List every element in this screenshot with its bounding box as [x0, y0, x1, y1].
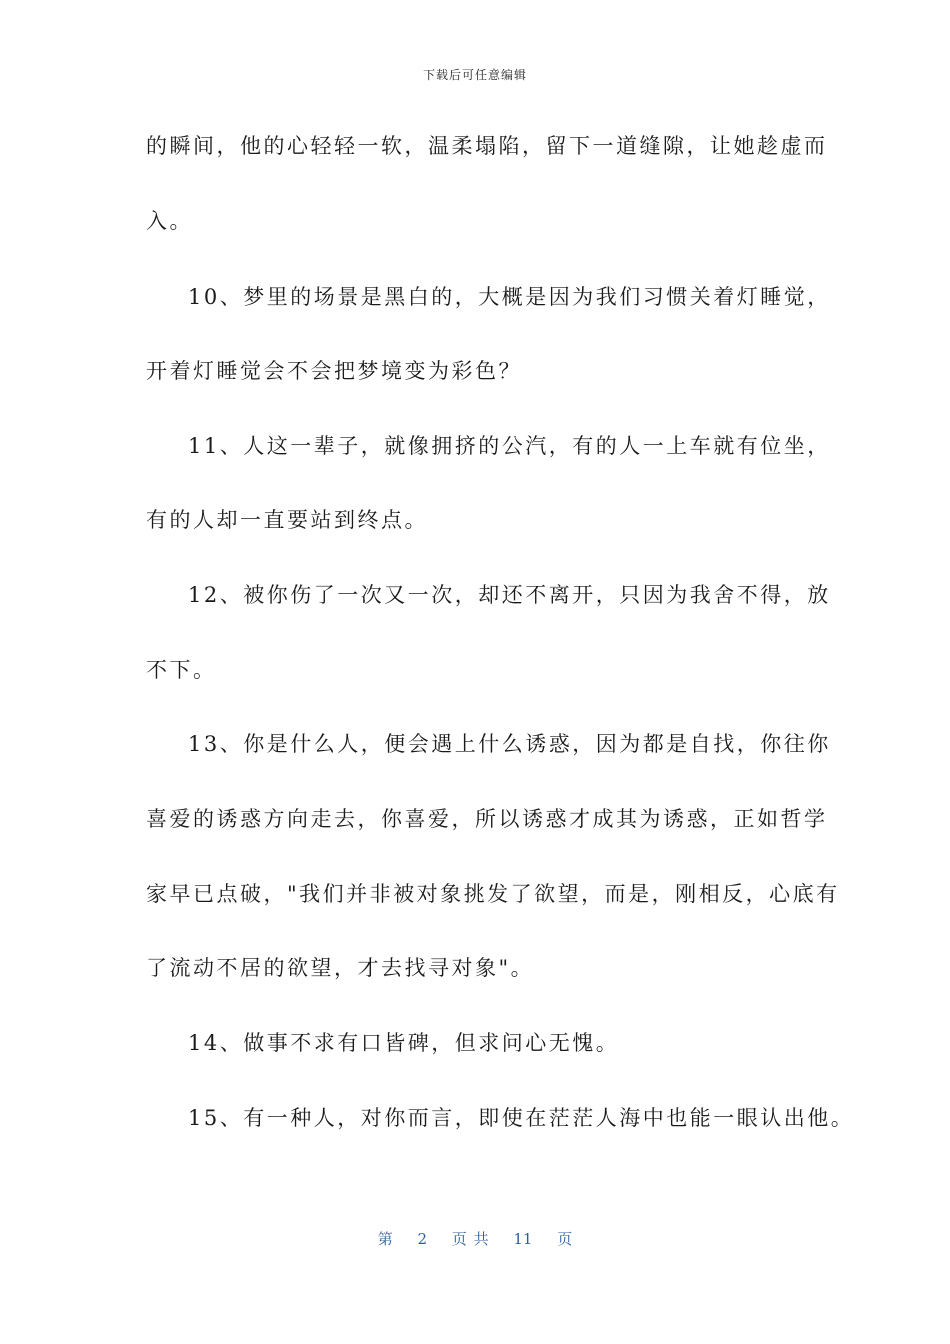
- footer-total-pages: 11: [513, 1230, 533, 1248]
- text-line: 喜爱的诱惑方向走去，你喜爱，所以诱惑才成其为诱惑，正如哲学: [146, 807, 828, 831]
- text-line: 了流动不居的欲望，才去找寻对象"。: [146, 956, 535, 980]
- text-line: 开着灯睡觉会不会把梦境变为彩色？: [146, 359, 522, 383]
- text-line: 15、有一种人，对你而言，即使在茫茫人海中也能一眼认出他。: [188, 1106, 855, 1130]
- text-line: 14、做事不求有口皆碑，但求问心无愧。: [188, 1031, 620, 1055]
- page-footer: [0, 1228, 950, 1249]
- text-line: 10、梦里的场景是黑白的，大概是因为我们习惯关着灯睡觉，: [188, 285, 831, 309]
- text-line: 11、人这一辈子，就像拥挤的公汽，有的人一上车就有位坐，: [188, 434, 831, 458]
- text-line: 入。: [146, 209, 193, 233]
- footer-middle: 页 共: [451, 1230, 489, 1248]
- text-line: 家早已点破，"我们并非被对象挑发了欲望，而是，刚相反，心底有: [146, 882, 840, 906]
- text-line: 不下。: [146, 658, 217, 682]
- page-header: 下载后可任意编辑: [422, 68, 527, 82]
- footer-prefix: 第: [377, 1230, 393, 1248]
- text-line: 13、你是什么人，便会遇上什么诱惑，因为都是自找，你往你: [188, 732, 831, 756]
- footer-page-number: 2: [417, 1230, 428, 1248]
- text-line: 的瞬间，他的心轻轻一软，温柔塌陷，留下一道缝隙，让她趁虚而: [146, 134, 828, 158]
- footer-suffix: 页: [557, 1230, 573, 1248]
- text-line: 12、被你伤了一次又一次，却还不离开，只因为我舍不得，放: [188, 583, 831, 607]
- text-line: 有的人却一直要站到终点。: [146, 508, 428, 532]
